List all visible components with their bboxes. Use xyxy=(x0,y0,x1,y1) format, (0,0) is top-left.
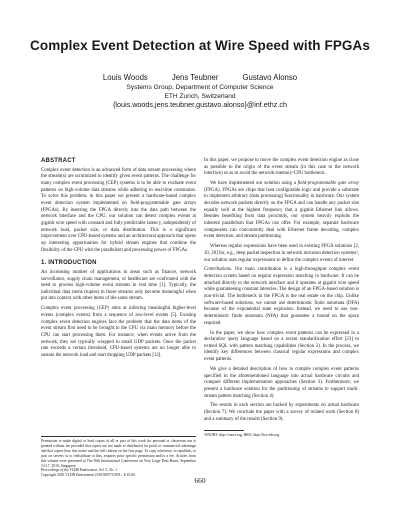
body-paragraph: In the paper, we show how complex event patterns can be expressed in a declarative query language based on a recent standardization effort [23] to extend SQL with pattern matching capabilities (Section 2). In the process, we identify key differences between classical regular expressions and complex event patterns. xyxy=(204,330,359,363)
page-number: 660 xyxy=(194,476,206,485)
body-paragraph: We give a detailed description of how to compile complex event patterns specified in the aforementioned language into actual hardware circuits and compare different implementation approaches (Section 3). Furthermore, we present a hardware solution for the partitioning of streams to support multi-stream pattern matching (Section 4). xyxy=(204,366,359,399)
body-paragraph: In this paper, we propose to move the complex event detection engine as close as possible to the origin of the event stream (in this case to the network interface) so as to avoid the network-memory-CPU bottleneck. xyxy=(204,158,359,177)
contributions-paragraph xyxy=(204,267,359,327)
paper-title: Complex Event Detection at Wire Speed with FPGAs xyxy=(30,38,370,53)
abstract-heading: ABSTRACT xyxy=(41,158,76,164)
author-list xyxy=(0,73,400,82)
body-paragraph: The results in each section are backed by experiments on actual hardware (Section 7). We conclude the paper with a survey of related work (Section 8) and a summary of the results (Section 9). xyxy=(204,403,359,422)
text-run: (FPGA). FPGAs are chips that host configurable logic and provide a substrate to implement arbitrary (data processing) functionality in hardware. Our system decodes network packets directly on the FPGA and can handle any packet size equally well at the highest frequency that a gigabit Ethernet link allows. Besides benefiting from data proximity, our system heavily exploits the inherent parallelism that FPGAs can offer. For example, separate hardware components can concurrently deal with Ethernet frame decoding, complex event detection, and stream partitioning. xyxy=(204,187,359,240)
author-name: Gustavo Alonso xyxy=(242,73,298,82)
footnote-text: ¹SNORT: http://snort.org, BRO: http://bro-ids.org xyxy=(204,433,280,437)
author-emails: {louis.woods,jens.teubner,gustavo.alonso}@inf.ethz.ch xyxy=(113,100,287,110)
body-paragraph: Whereas regular expressions have been used in existing FPGA solutions [2, 10, 20] for, e.g., deep packet inspection in network intrusion detection systems¹, our solution uses regular expressions to define the complex events of interest. xyxy=(204,244,360,263)
emphasis-text: field-programmable gate array xyxy=(297,181,359,187)
author-name: Jens Teubner xyxy=(171,73,219,82)
copyright-text: Permission to make digital or hard copies of all or part of this work for personal or classroom use is granted without fee provided that copies are not made or distributed for profit or commercial advantage and that copies bear this notice and the full citation on the first page. To copy otherwise, to republish, to post on servers or to redistribute to lists, requires prior specific permission and/or a fee. Articles from this volume were presented at The 36th International Conference on Very Large Data Bases, September 13-17, 2010, Singapore. xyxy=(41,439,196,468)
footnote-block xyxy=(204,430,359,438)
affiliation-institution: ETH Zurich, Switzerland xyxy=(164,92,236,100)
right-column xyxy=(204,158,359,427)
text-run: We have implemented our solution using a xyxy=(210,181,298,187)
contributions-label: Contributions. xyxy=(204,267,233,273)
intro-paragraph: An increasing number of applications in areas such as finance, network surveillance, supply chain management, or healthcare are confronted with the need to process high-volume event streams in real time [1]. Typically, the individual data items (tuples) in those streams only become meaningful when put into context with other items of the same stream. xyxy=(41,269,196,302)
author-name: Louis Woods xyxy=(102,73,148,82)
footnote-rule xyxy=(204,430,244,431)
intro-paragraph: Complex event processing (CEP) aims at inferring meaningful higher-level events (complex events) from a sequence of low-level events [5]. Existing complex event detection engines face the problem that the data items of the event stream first need to be brought to the CPU via main memory before the CPU can start processing them. For instance, when events arrive from the network, they are typically wrapped in small UDP packets. Once the packet rate exceeds a certain threshold, CPU-based systems are no longer able to sustain the network load and start dropping UDP packets [12]. xyxy=(41,306,196,358)
proceedings-line: Proceedings of the VLDB Endowment, Vol. 3, No. 1 xyxy=(41,468,118,473)
intro-heading: 1. INTRODUCTION xyxy=(41,260,97,267)
body-paragraph xyxy=(204,181,359,241)
abstract-text: Complex event detection is an advanced form of data stream processing where the stream(s) are scrutinized to identify given event patterns. The challenge for many complex event processing (CEP) systems is to be able to evaluate event patterns on high-volume data streams while adhering to real-time constraints. To solve this problem, in this paper we present a hardware-based complex event detection system implemented on field-programmable gate arrays (FPGAs). By inserting the FPGA directly into the data path between the network interface and the CPU, our solution can detect complex events at gigabit wire speed with constant and fully predictable latency, independently of network load, packet size, or data distribution. This is a significant improvement over CPU-based systems and an architectural approach that opens up interesting opportunities for hybrid stream engines that combine the flexibility of the CPU with the parallelism and processing power of FPGAs. xyxy=(41,167,196,253)
copyright-notice xyxy=(41,436,196,478)
affiliation-group: Systems Group, Department of Computer Science xyxy=(126,84,274,91)
text-run: Our main contribution is a high-throughput complex event detection system based on regular expression matching in hardware. It can be attached directly to the network interface and it operates at gigabit wire speed while guaranteeing constant latencies. The design of an FPGA-based solution is non-trivial. The bottleneck in the FPGA is the real estate on the chip. Unlike software-based solutions, we cannot use deterministic finite automata (DFA) because of the exponential state explosion. Instead, we need to use non-deterministic finite automata (NFA) that guarantee a bound on the space required. xyxy=(204,267,359,326)
left-column xyxy=(41,158,196,363)
copyright-line: Copyright 2010 VLDB Endowment 2150-8097/10/09... $ 10.00. xyxy=(41,473,136,478)
affiliation-block xyxy=(0,84,400,110)
